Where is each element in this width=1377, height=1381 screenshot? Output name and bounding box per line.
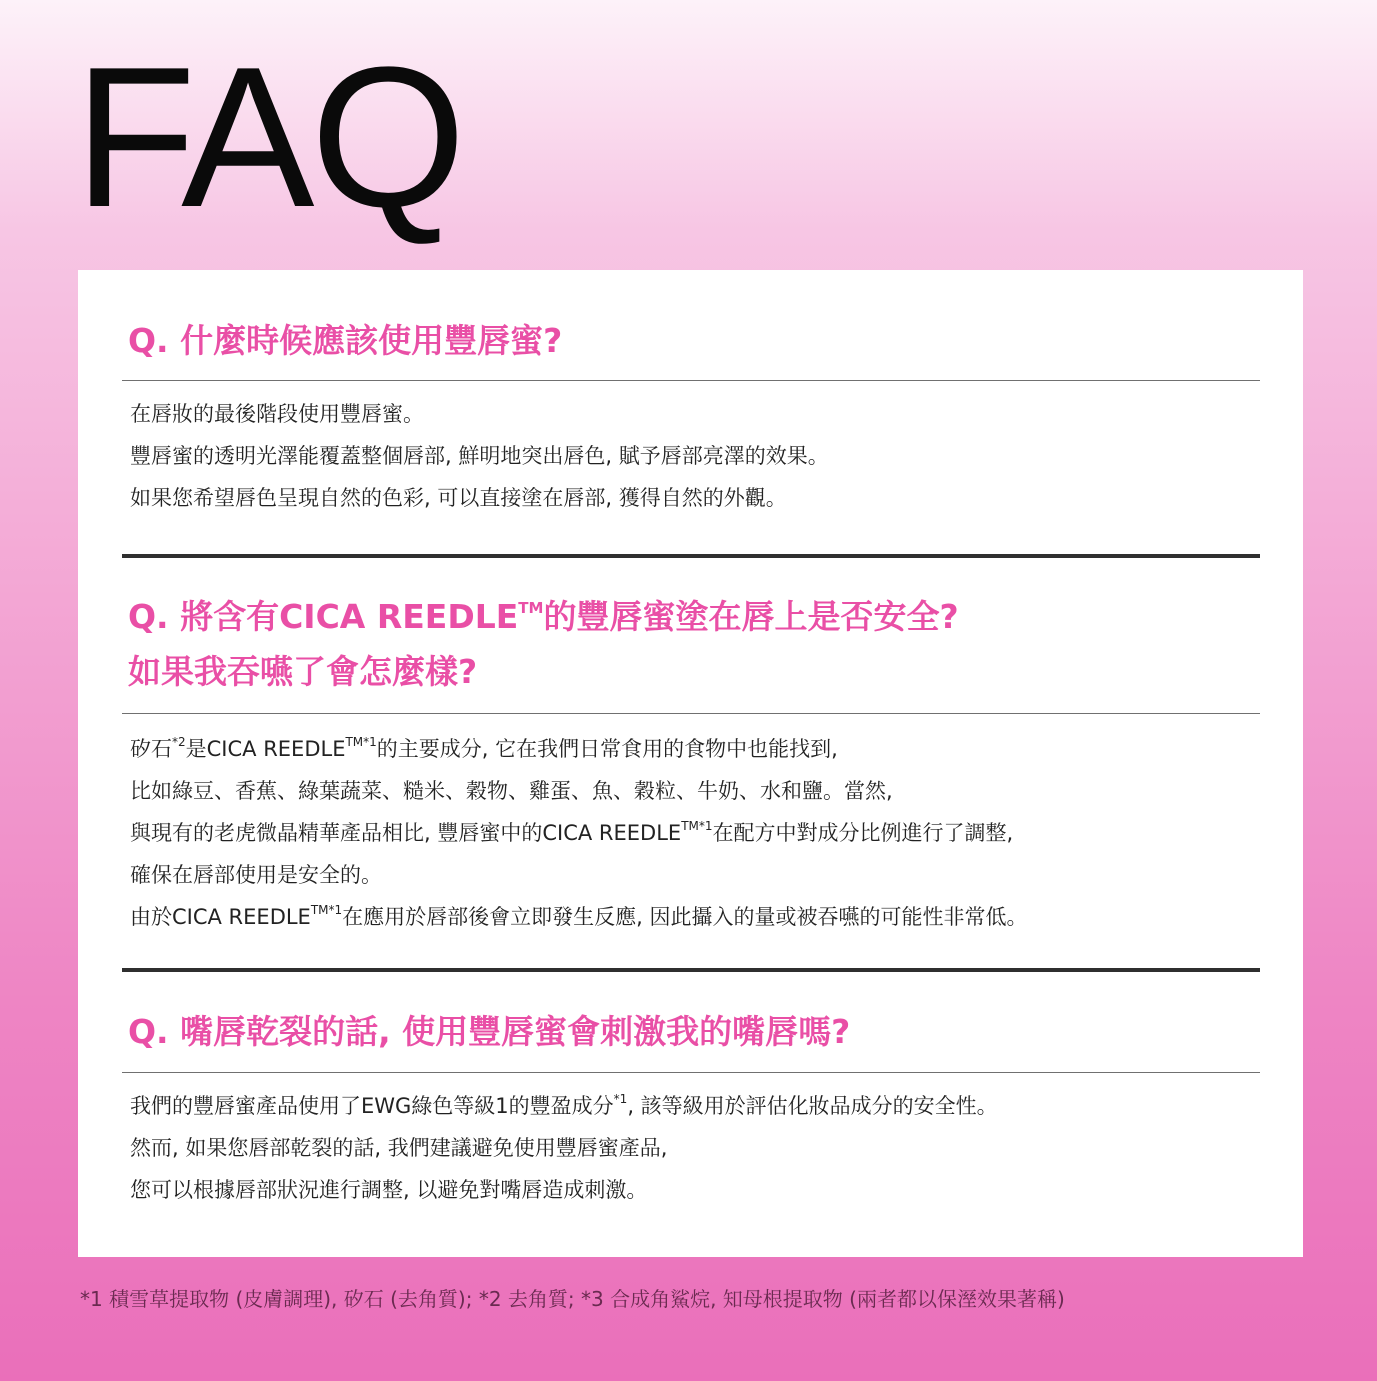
answer-line: 由於CICA $REEDLE^{TM*1}$在應用於唇部後會立即發生反應, 因此攝入的量或被吞嚥的可能性非常低。 [130, 903, 1028, 929]
section-divider [122, 968, 1260, 972]
divider [122, 380, 1260, 381]
page-title: FAQ [74, 26, 463, 249]
footnote: *1 積雪草提取物 (皮膚調理), 矽石 (去角質); *2 去角質; *3 合成角鯊烷, 知母根提取物 (兩者都以保溼效果著稱) [80, 1287, 1065, 1311]
faq-answer-2 [130, 728, 1260, 938]
answer-line: 比如綠豆、香蕉、綠葉蔬菜、糙米、穀物、雞蛋、魚、穀粒、牛奶、水和鹽。當然, [130, 779, 893, 803]
faq-answer-3 [130, 1085, 1260, 1211]
faq-question-2 [128, 589, 1260, 699]
answer-line: 在唇妝的最後階段使用豐唇蜜。 [130, 402, 424, 426]
question-line: Q. 嘴唇乾裂的話, 使用豐唇蜜會刺激我的嘴唇嗎? [128, 1012, 851, 1051]
answer-line: 我們的豐唇蜜產品使用了EWG綠色等級1的豐盈成分$^{*1}$, 該等級用於評估化妝品成分的安全性。 [130, 1092, 998, 1118]
question-line: Q. 將含有CICA REEDLE™的豐唇蜜塗在唇上是否安全? [128, 597, 959, 636]
answer-line: 然而, 如果您唇部乾裂的話, 我們建議避免使用豐唇蜜產品, [130, 1136, 668, 1160]
faq-item-3 [122, 1004, 1260, 1211]
question-line: Q. 什麼時候應該使用豐唇蜜? [128, 321, 563, 360]
answer-line: 與現有的老虎微晶精華產品相比, 豐唇蜜中的CICA $REEDLE^{TM*1}$在配方中對成分比例進行了調整, [130, 819, 1014, 845]
faq-item-1 [122, 313, 1260, 519]
faq-question-1 [128, 313, 1260, 368]
answer-line: 您可以根據唇部狀況進行調整, 以避免對嘴唇造成刺激。 [130, 1178, 648, 1202]
faq-card [78, 270, 1303, 1257]
divider [122, 1072, 1260, 1073]
divider [122, 713, 1260, 714]
section-divider [122, 554, 1260, 558]
answer-line: 確保在唇部使用是安全的。 [130, 863, 382, 887]
faq-question-3 [128, 1004, 1260, 1059]
faq-item-2 [122, 589, 1260, 938]
answer-line: 如果您希望唇色呈現自然的色彩, 可以直接塗在唇部, 獲得自然的外觀。 [130, 486, 787, 510]
answer-line: 矽石$^{*2}$是CICA $REEDLE^{TM*1}$的主要成分, 它在我們日常食用的食物中也能找到, [130, 735, 838, 761]
question-line: 如果我吞嚥了會怎麼樣? [128, 652, 478, 691]
faq-answer-1 [130, 393, 1260, 519]
answer-line: 豐唇蜜的透明光澤能覆蓋整個唇部, 鮮明地突出唇色, 賦予唇部亮澤的效果。 [130, 444, 829, 468]
